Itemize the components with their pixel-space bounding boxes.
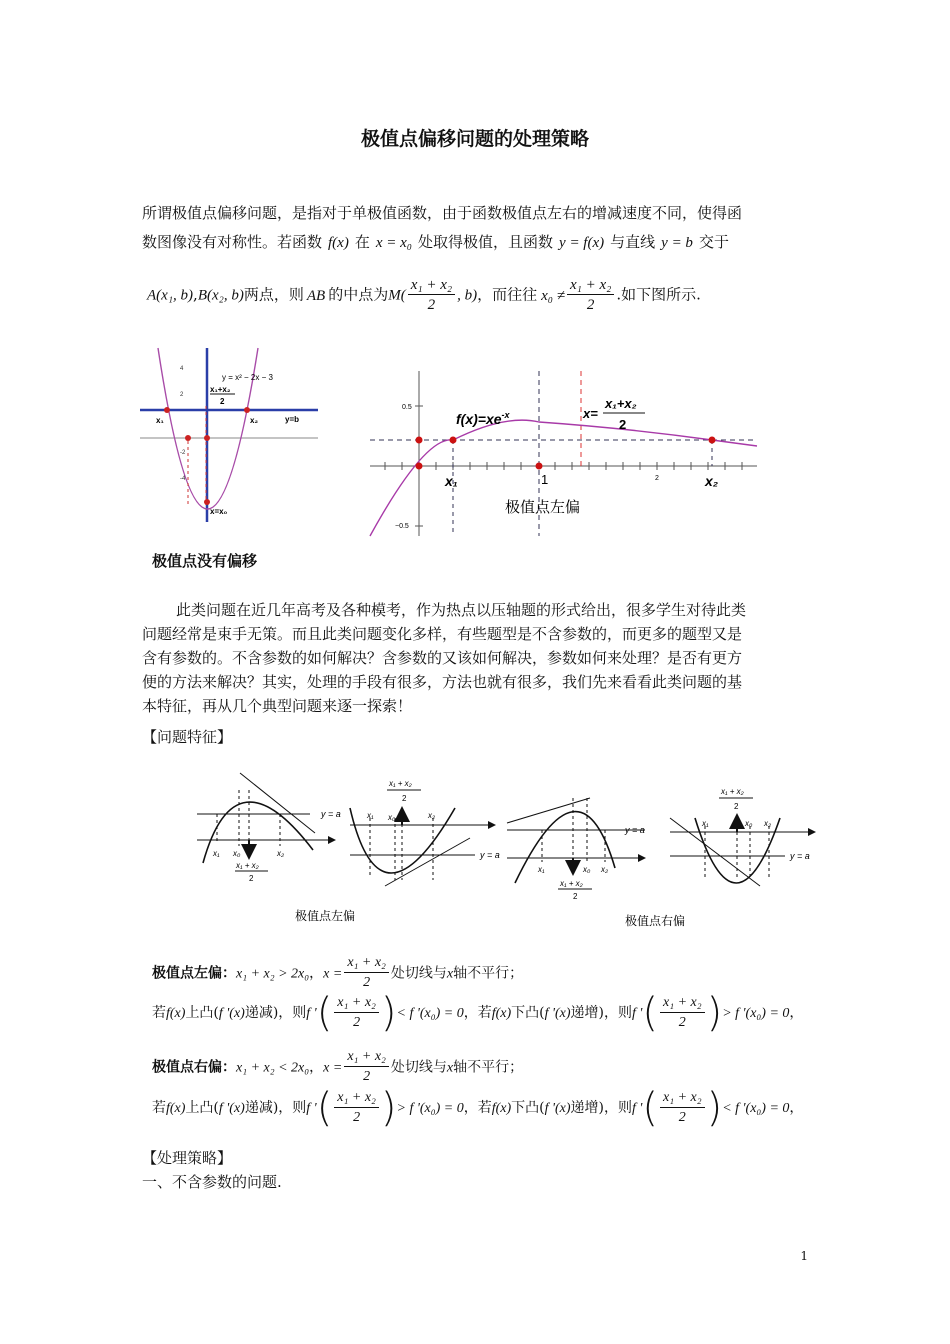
svg-text:2: 2 — [655, 475, 659, 482]
svg-text:1: 1 — [541, 472, 549, 487]
svg-text:f(x)=xe-x: $f(x)=xe^{-x}$ — [456, 410, 510, 427]
svg-text:x₂: x₂ — [601, 865, 609, 874]
page-title: 极值点偏移问题的处理策略 — [360, 128, 589, 150]
svg-text:y=b: y=b — [285, 415, 300, 424]
svg-text:y = x² − 2x − 3: y = x² − 2x − 3 — [222, 373, 273, 382]
figure-offset-types — [195, 768, 825, 933]
svg-text:2: 2 — [573, 892, 578, 901]
svg-text:x₂: x₂ — [277, 849, 285, 858]
svg-text:x₁+x₂: x₁+x₂ — [210, 385, 231, 394]
svg-text:y = a: y = a — [790, 851, 810, 861]
svg-text:极值点右偏: 极值点右偏 — [625, 914, 686, 928]
svg-text:y = a: y = a — [625, 825, 645, 835]
svg-text:x₀: x₀ — [233, 849, 241, 858]
intro-line-2: 数图像没有对称性。若函数 f(x) 在 x = x₀ 处取得极值，且函数 y = f(x) 与直线 y = b 交于 — [142, 233, 729, 251]
svg-text:2: 2 — [734, 802, 739, 811]
svg-text:x₁: x₁ — [367, 811, 374, 820]
left-offset-line-1: 极值点左偏：x₁ + x₂ > 2x₀，x = $\frac{\text{x₁ + x₂}}{2}$ 处切线与x轴不平行； — [152, 955, 524, 990]
svg-text:x₂: x₂ — [705, 473, 719, 489]
svg-text:x₁: x₁ — [156, 416, 164, 425]
svg-text:-2: -2 — [180, 450, 186, 456]
svg-text:x₁: x₁ — [445, 473, 458, 489]
svg-text:2: 2 — [619, 417, 627, 432]
svg-text:2: 2 — [220, 397, 225, 406]
svg-text:x₁+x₂: x₁+x₂ — [605, 396, 637, 411]
svg-text:x=: x= — [583, 406, 598, 421]
section-strategy: 【处理策略】 — [142, 1149, 233, 1167]
right-offset-line-1: 极值点右偏：x₁ + x₂ < 2x₀，x = $\frac{\text{x₁ + x₂}}{2}$ 处切线与x轴不平行； — [152, 1049, 524, 1084]
svg-text:x₁ + x₂: x₁ + x₂ — [236, 861, 259, 870]
svg-text:2: 2 — [402, 794, 407, 803]
svg-text:x₁ + x₂: x₁ + x₂ — [389, 779, 412, 788]
svg-text:x₂: x₂ — [428, 811, 436, 820]
svg-text:2: 2 — [180, 392, 184, 398]
svg-text:x₁ + x₂: x₁ + x₂ — [721, 787, 744, 796]
svg-text:x₀: x₀ — [745, 819, 753, 828]
figure-xe-x — [365, 366, 760, 538]
subsection-1: 一、不含参数的问题. — [142, 1173, 282, 1191]
left-offset-line-2: 若f(x)上凸(f '(x)递减)，则f '( $\frac{\text{x₁ + x₂}}{2}$ )< f '(x₀) = 0，若f(x)下凸(f '(x)递增)，则f '( $\frac{\text{x₁ + x₂}}{2}$ )> f '(x₀) = 0， — [152, 990, 804, 1036]
figure-parabola — [140, 346, 320, 522]
svg-text:y = a: y = a — [480, 850, 500, 860]
svg-text:x₀: x₀ — [583, 865, 591, 874]
svg-text:x₀: x₀ — [388, 813, 396, 822]
fig1-caption: 极值点没有偏移 — [152, 552, 258, 570]
svg-text:x₁ + x₂: x₁ + x₂ — [560, 879, 583, 888]
svg-text:4: 4 — [180, 366, 184, 372]
svg-text:x=x₀: x=x₀ — [210, 507, 228, 516]
page-number: 1 — [800, 1249, 808, 1263]
svg-text:x₂: x₂ — [250, 416, 259, 425]
right-offset-line-2: 若f(x)上凸(f '(x)递减)，则f '( $\frac{\text{x₁ + x₂}}{2}$ )> f '(x₀) = 0，若f(x)下凸(f '(x)递增)，则f '( $\frac{\text{x₁ + x₂}}{2}$ )< f '(x₀) = 0， — [152, 1085, 804, 1131]
svg-text:0.5: 0.5 — [402, 404, 412, 411]
intro-line-3: A(x₁, b),B(x₂, b)两点，则 AB 的中点为M( $\frac{\text{x₁ + x₂}}{2}$ , b)，而往往 x₀ ≠ $\frac{\text{x₁ + x₂}}{2}$ .如下图所示. — [147, 277, 701, 313]
section-features: 【问题特征】 — [142, 728, 233, 746]
svg-text:x₁: x₁ — [702, 819, 709, 828]
intro-line-1: 所谓极值点偏移问题，是指对于单极值函数，由于函数极值点左右的增减速度不同，使得函 — [142, 204, 743, 222]
svg-text:x₁: x₁ — [213, 849, 220, 858]
svg-text:-4: -4 — [180, 476, 186, 482]
svg-text:y = a: y = a — [321, 809, 341, 819]
svg-text:2: 2 — [249, 874, 254, 883]
svg-text:−0.5: −0.5 — [395, 523, 409, 530]
svg-text:x₂: x₂ — [764, 819, 772, 828]
svg-text:x₁: x₁ — [538, 865, 545, 874]
svg-text:极值点左偏: 极值点左偏 — [505, 499, 581, 516]
para-2: 此类问题在近几年高考及各种模考，作为热点以压轴题的形式给出，很多学生对待此类 问题经常是束手无策。而且此类问题变化多样，有些题型是不含参数的，而更多的题型又是 含有参数的。不含参数的如何解决？含参数的又该如何解决，参数如何来处理？是否有更方 便的方法来解决？其实，处理的手段有很多，方法也就有很多，我们先来看看此类问题的基 本特征，再从几个典型问题来逐一探索！ — [142, 601, 747, 715]
svg-text:极值点左偏: 极值点左偏 — [295, 909, 356, 923]
